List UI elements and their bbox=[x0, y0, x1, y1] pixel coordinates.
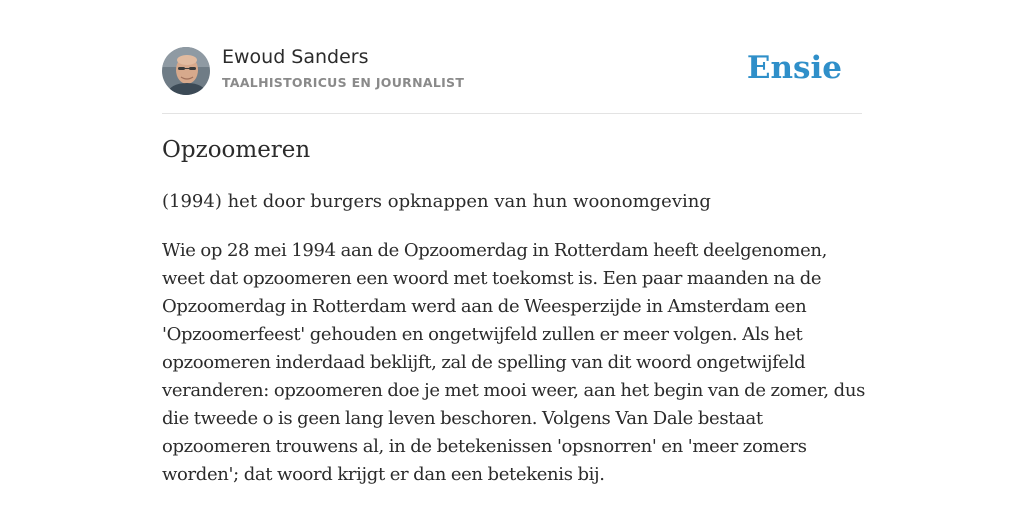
author-role: TAALHISTORICUS EN JOURNALIST bbox=[222, 75, 465, 90]
author-avatar[interactable] bbox=[162, 47, 210, 95]
author-photo-icon bbox=[162, 47, 210, 95]
author-header bbox=[162, 0, 862, 114]
entry-title: Opzoomeren bbox=[162, 137, 311, 163]
entry-definition: (1994) het door burgers opknappen van hun woonomgeving bbox=[162, 191, 711, 212]
entry-body: Wie op 28 mei 1994 aan de Opzoomerdag in Rotterdam heeft deelgenomen, weet dat opzoomeren een woord met toekomst is. Een paar maanden na de Opzoomerdag in Rotterdam werd aan de Weesperzijde in Amsterdam een 'Opzoomerfeest' gehouden en ongetwijfeld zullen er meer volgen. Als het opzoomeren inderdaad beklijft, zal de spelling van dit woord ongetwijfeld veranderen: opzoomeren doe je met mooi weer, aan het begin van de zomer, dus die tweede o is geen lang leven beschoren. Volgens Van Dale bestaat opzoomeren trouwens al, in de betekenissen 'opsnorren' en 'meer zomers worden'; dat woord krijgt er dan een betekenis bij. bbox=[162, 240, 865, 485]
page-content bbox=[162, 0, 865, 485]
author-name: Ewoud Sanders bbox=[222, 46, 369, 68]
ensie-logo-link[interactable]: Ensie bbox=[746, 50, 842, 86]
